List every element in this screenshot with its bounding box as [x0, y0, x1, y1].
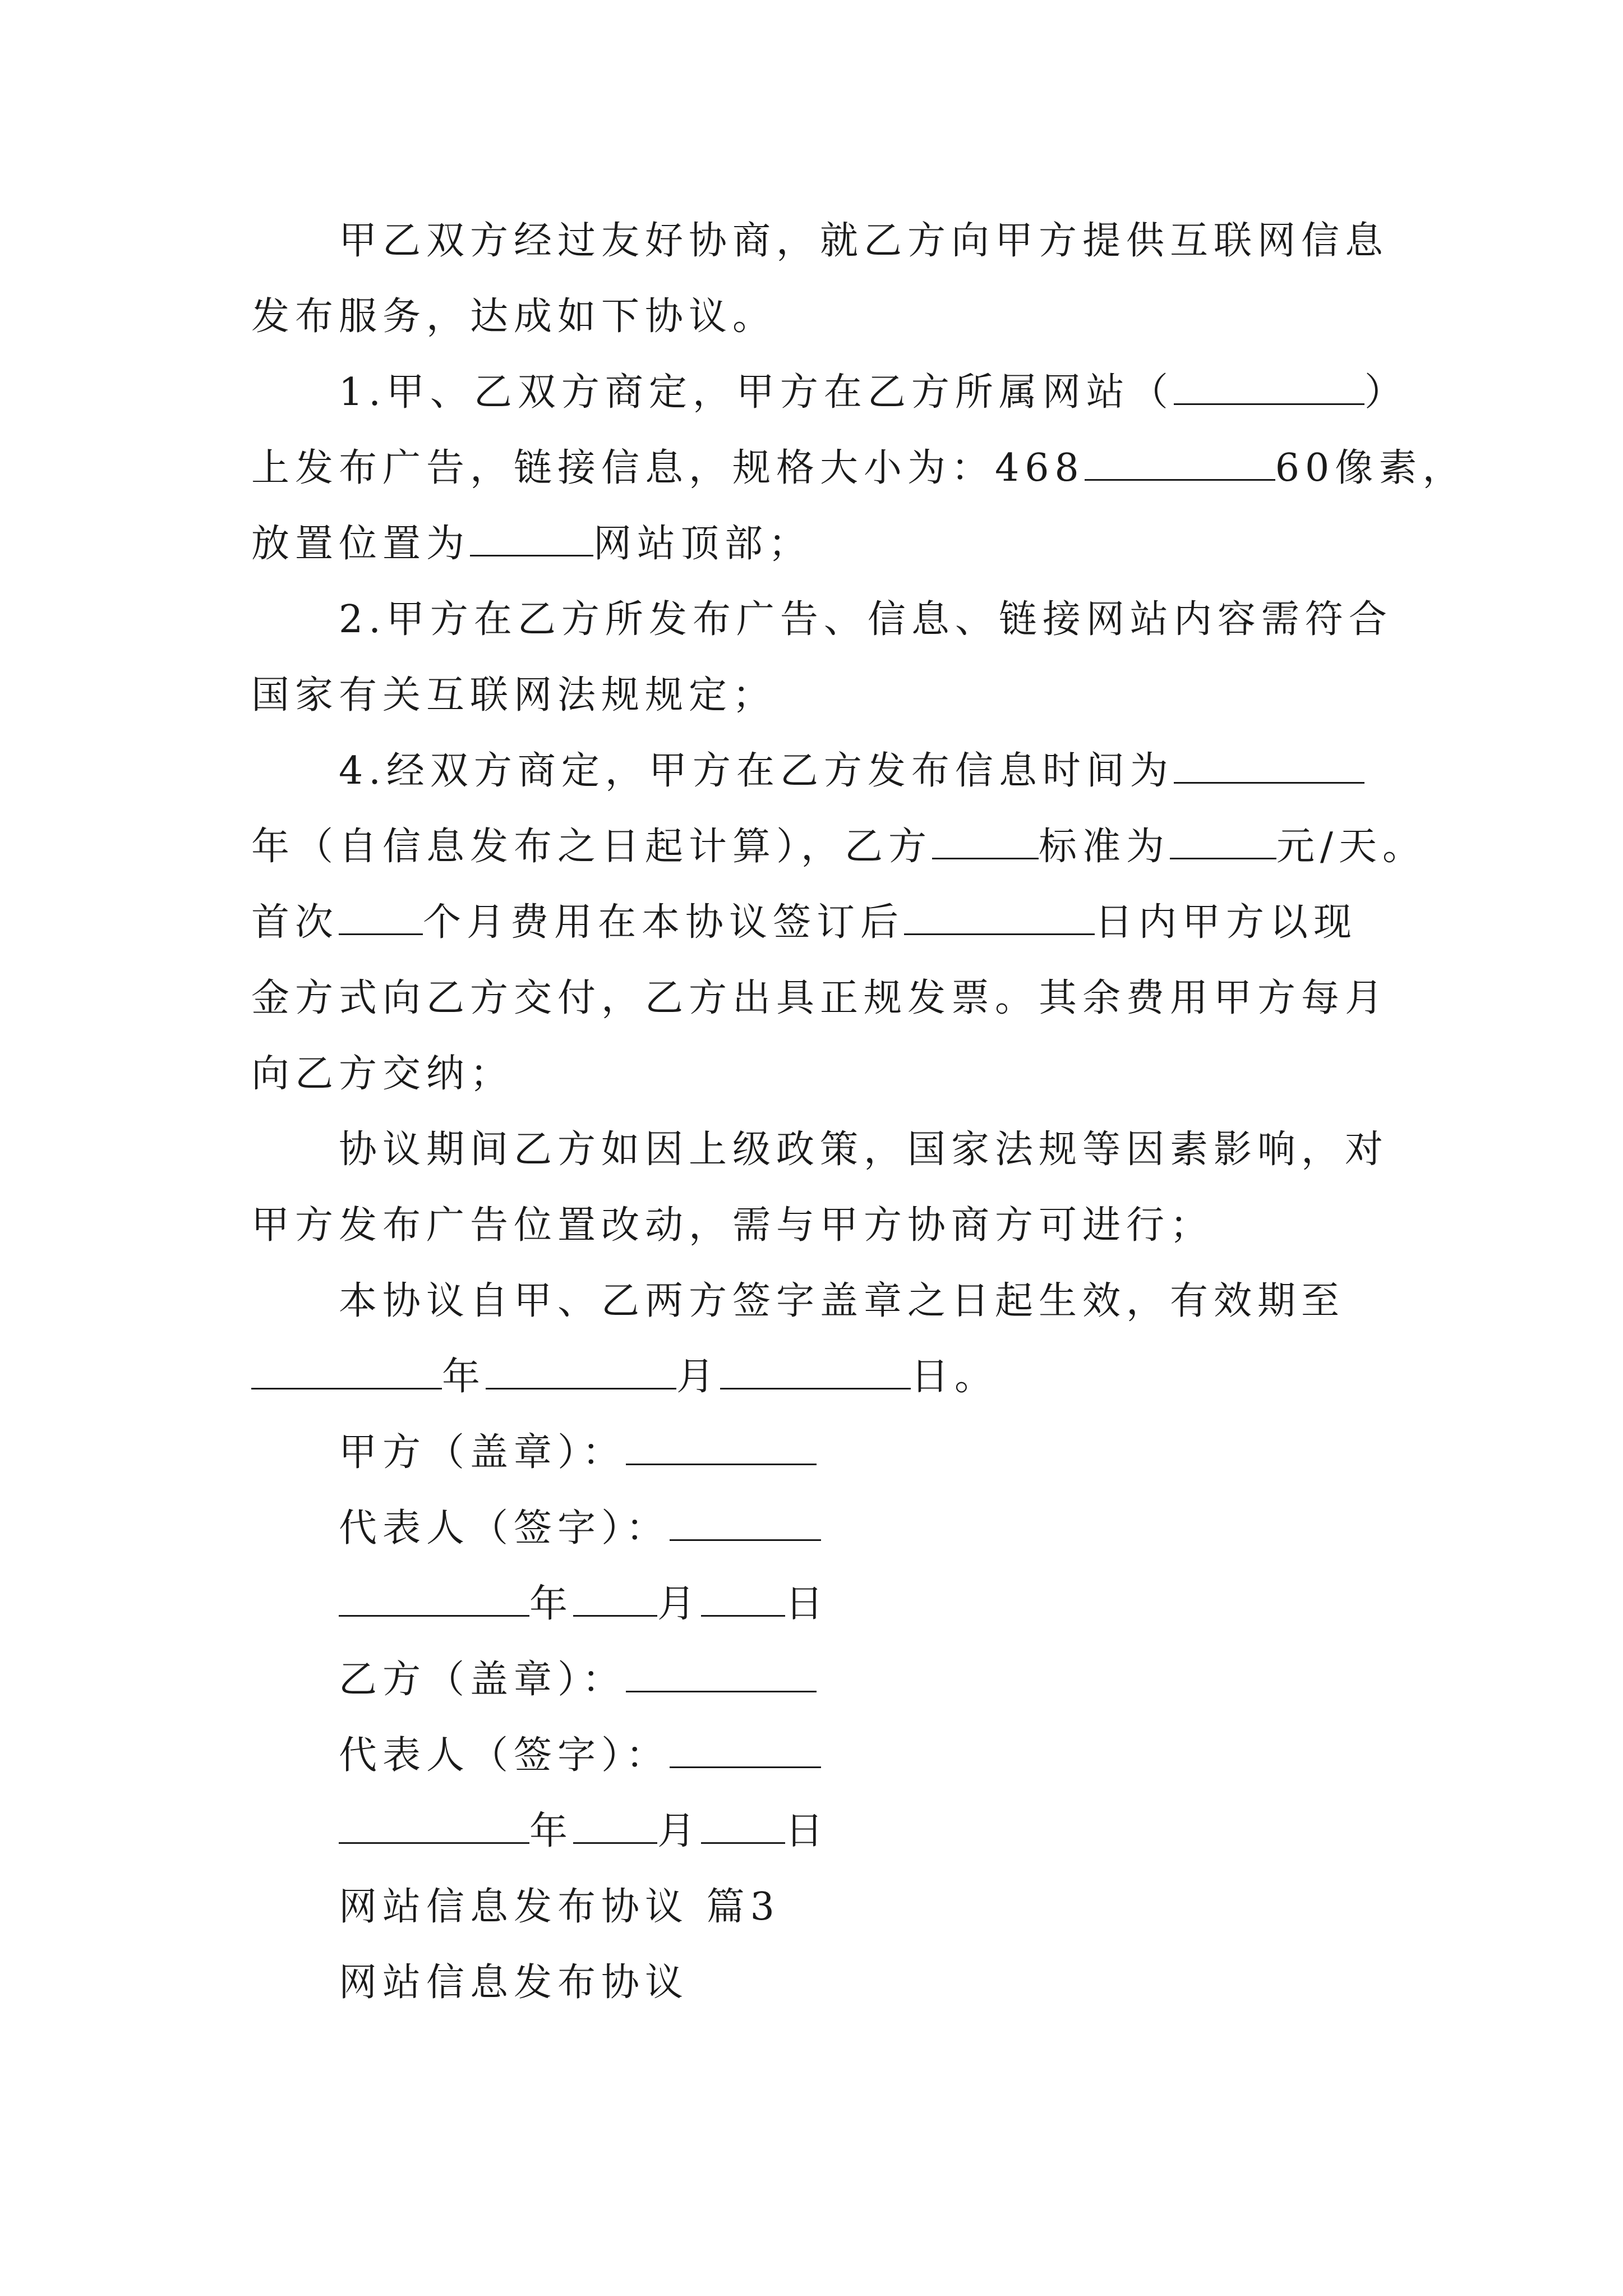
paragraph-line: 2.甲方在乙方所发布广告、信息、链接网站内容需符合 — [339, 597, 1393, 642]
blank-underline — [670, 1733, 821, 1768]
party-a-seal: 甲方（盖章）： — [339, 1425, 817, 1481]
paragraph-line: 4.经双方商定，甲方在乙方发布信息时间为 — [339, 743, 1364, 799]
blank-underline — [1174, 370, 1364, 405]
paragraph-line: 本协议自甲、乙两方签字盖章之日起生效，有效期至 — [339, 1279, 1345, 1323]
blank-underline — [1170, 824, 1276, 859]
blank-underline — [626, 1430, 817, 1465]
party-a-representative: 代表人（签字）： — [339, 1501, 821, 1557]
party-b-representative: 代表人（签字）： — [339, 1728, 821, 1784]
section-title: 网站信息发布协议 — [339, 1961, 689, 2005]
paragraph-line: 1.甲、乙双方商定，甲方在乙方所属网站（ ） — [339, 370, 1408, 415]
blank-underline — [470, 521, 593, 556]
paragraph-line: 发布服务，达成如下协议。 — [251, 295, 777, 339]
blank-underline — [701, 1581, 785, 1617]
blank-underline — [670, 1506, 821, 1541]
blank-underline — [573, 1809, 657, 1844]
paragraph-line: 国家有关互联网法规规定； — [251, 673, 777, 717]
blank-underline — [1174, 748, 1364, 784]
blank-underline — [339, 1581, 529, 1617]
party-b-date: 年 月 日 — [339, 1803, 829, 1860]
party-a-date: 年 月 日 — [339, 1576, 829, 1632]
party-b-seal: 乙方（盖章）： — [339, 1652, 817, 1708]
paragraph-line: 金方式向乙方交付，乙方出具正规发票。其余费用甲方每月 — [251, 976, 1389, 1020]
blank-underline — [720, 1354, 911, 1389]
blank-underline — [626, 1657, 817, 1692]
blank-underline — [904, 900, 1095, 935]
paragraph-line: 年（自信息发布之日起计算），乙方 标准为 元/天。 — [251, 825, 1426, 869]
blank-underline — [573, 1581, 657, 1617]
paragraph-line: 向乙方交纳； — [251, 1052, 514, 1096]
blank-underline — [339, 900, 423, 935]
paragraph-line: 放置位置为 网站顶部； — [251, 522, 813, 566]
paragraph-line: 甲乙双方经过友好协商，就乙方向甲方提供互联网信息 — [339, 219, 1389, 263]
section-heading: 网站信息发布协议 篇3 — [339, 1885, 780, 1929]
paragraph-line: 甲方发布广告位置改动，需与甲方协商方可进行； — [251, 1203, 1214, 1248]
paragraph-line: 协议期间乙方如因上级政策，国家法规等因素影响，对 — [339, 1128, 1389, 1172]
paragraph-line: 年 月 日。 — [251, 1349, 998, 1405]
blank-underline — [932, 824, 1039, 859]
blank-underline — [486, 1354, 676, 1389]
paragraph-line: 上发布广告，链接信息，规格大小为：468 60像素， — [251, 446, 1467, 490]
blank-underline — [251, 1354, 442, 1389]
blank-underline — [1085, 445, 1275, 481]
blank-underline — [701, 1809, 785, 1844]
blank-underline — [339, 1809, 529, 1844]
paragraph-line: 首次 个月费用在本协议签订后 日内甲方以现 — [251, 900, 1358, 945]
